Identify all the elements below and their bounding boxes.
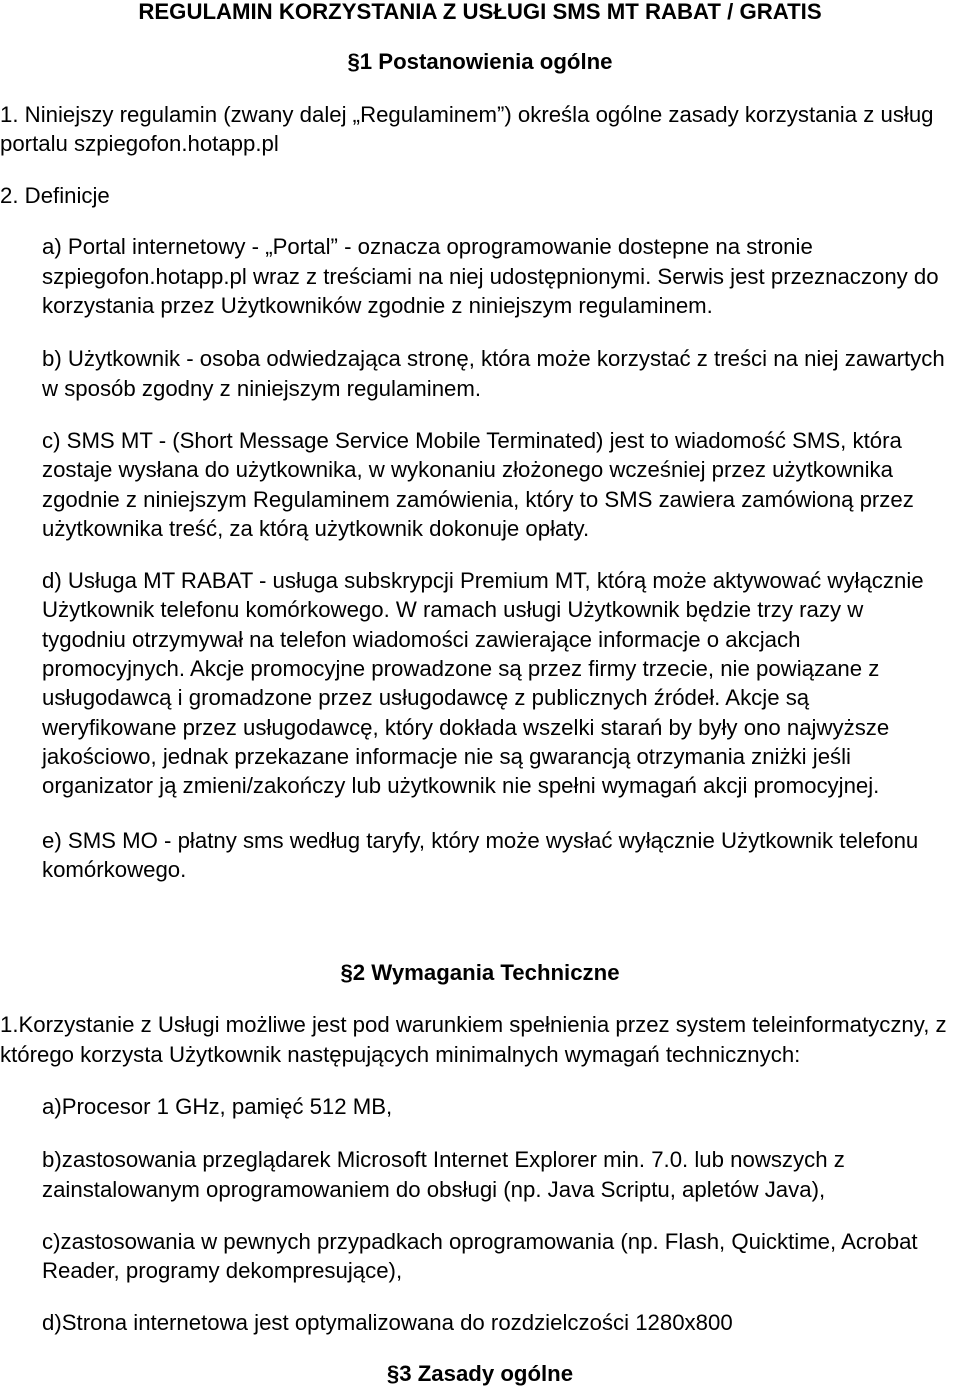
section-3-heading-text: §3 Zasady ogólne: [386, 1360, 574, 1386]
section-2-point-1: [0, 1010, 960, 1069]
requirement-c-line: c)zastosowania w pewnych przypadkach oprogramowania (np. Flash, Quicktime, Acrobat: [42, 1228, 918, 1254]
section-1-heading: [0, 47, 960, 76]
definition-c-line: c) SMS MT - (Short Message Service Mobile Terminated) jest to wiadomość SMS, która: [42, 427, 902, 453]
requirement-b-line: b)zastosowania przeglądarek Microsoft Internet Explorer min. 7.0. lub nowszych z: [42, 1147, 845, 1173]
definition-e-line: e) SMS MO - płatny sms według taryfy, który może wysłać wyłącznie Użytkownik telefonu: [42, 827, 919, 853]
requirement-a: [0, 1092, 960, 1121]
document-title: [0, 0, 960, 26]
definition-c: [0, 426, 960, 543]
section-1-point-1-line: portalu szpiegofon.hotapp.pl: [0, 130, 279, 156]
definition-d-line: promocyjnych. Akcje promocyjne prowadzone są przez firmy trzecie, nie powiązane z: [42, 656, 880, 682]
requirement-d-line: d)Strona internetowa jest optymalizowana do rozdzielczości 1280x800: [42, 1309, 733, 1335]
definition-a-line: szpiegofon.hotapp.pl wraz z treściami na niej udostępnionymi. Serwis jest przeznaczony do: [42, 263, 939, 289]
section-2-heading-text: §2 Wymagania Techniczne: [340, 960, 620, 986]
section-1-point-1: [0, 100, 960, 159]
requirement-a-line: a)Procesor 1 GHz, pamięć 512 MB,: [42, 1094, 393, 1120]
definition-c-line: zostaje wysłana do użytkownika, w wykonaniu złożonego wcześniej przez użytkownika: [42, 457, 893, 483]
definition-b-line: w sposób zgodny z niniejszym regulaminem.: [42, 375, 482, 401]
definition-d-line: jakościowo, jednak przekazane informacje nie są gwarancją otrzymania zniżki jeśli: [42, 743, 851, 769]
definition-a-line: korzystania przez Użytkowników zgodnie z niniejszym regulaminem.: [42, 293, 713, 319]
document-title-text: REGULAMIN KORZYSTANIA Z USŁUGI SMS MT RABAT / GRATIS: [138, 0, 822, 24]
requirement-d: [0, 1308, 960, 1337]
definition-d-line: d) Usługa MT RABAT - usługa subskrypcji Premium MT, którą może aktywować wyłącznie: [42, 568, 924, 594]
definition-e-line: komórkowego.: [42, 856, 187, 882]
section-2-point-1-line: którego korzysta Użytkownik następujących minimalnych wymagań technicznych:: [0, 1041, 801, 1067]
definition-d-line: organizator ją zmieni/zakończy lub użytkownik nie spełni wymagań akcji promocyjnej.: [42, 773, 880, 799]
section-2-heading: [0, 958, 960, 987]
section-1-point-1-line: 1. Niniejszy regulamin (zwany dalej „Regulaminem”) określa ogólne zasady korzystania z usług: [0, 101, 934, 127]
requirement-c-line: Reader, programy dekompresujące),: [42, 1258, 403, 1284]
definition-d-line: tygodniu otrzymywał na telefon wiadomości zawierające informacje o akcjach: [42, 626, 801, 652]
definition-c-line: użytkownika treść, za którą użytkownik dokonuje opłaty.: [42, 515, 590, 541]
definition-d: [0, 566, 960, 800]
section-1-point-2: [0, 181, 960, 210]
definition-b: [0, 344, 960, 403]
definition-b-line: b) Użytkownik - osoba odwiedzająca stronę, która może korzystać z treści na niej zawartych: [42, 346, 945, 372]
section-3-heading: [0, 1359, 960, 1388]
definition-e: [0, 826, 960, 885]
definition-a: [0, 232, 960, 320]
section-1-heading-text: §1 Postanowienia ogólne: [347, 49, 613, 75]
requirement-c: [0, 1227, 960, 1286]
definition-a-line: a) Portal internetowy - „Portal” - oznacza oprogramowanie dostepne na stronie: [42, 234, 813, 260]
definition-d-line: weryfikowane przez usługodawcę, który dokłada wszelki starań by były ono najwyższe: [42, 714, 890, 740]
definition-d-line: usługodawcą i gromadzone przez usługodawcę z publicznych źródeł. Akcje są: [42, 685, 810, 711]
requirement-b-line: zainstalowanym oprogramowaniem do obsługi (np. Java Scriptu, apletów Java),: [42, 1176, 826, 1202]
definition-c-line: zgodnie z niniejszym Regulaminem zamówienia, który to SMS zawiera zamówioną przez: [42, 486, 914, 512]
section-2-point-1-line: 1.Korzystanie z Usługi możliwe jest pod warunkiem spełnienia przez system teleinformatyczny, z: [0, 1012, 947, 1038]
section-1-point-2-line: 2. Definicje: [0, 183, 110, 209]
definition-d-line: Użytkownik telefonu komórkowego. W ramach usługi Użytkownik będzie trzy razy w: [42, 597, 864, 623]
requirement-b: [0, 1145, 960, 1204]
